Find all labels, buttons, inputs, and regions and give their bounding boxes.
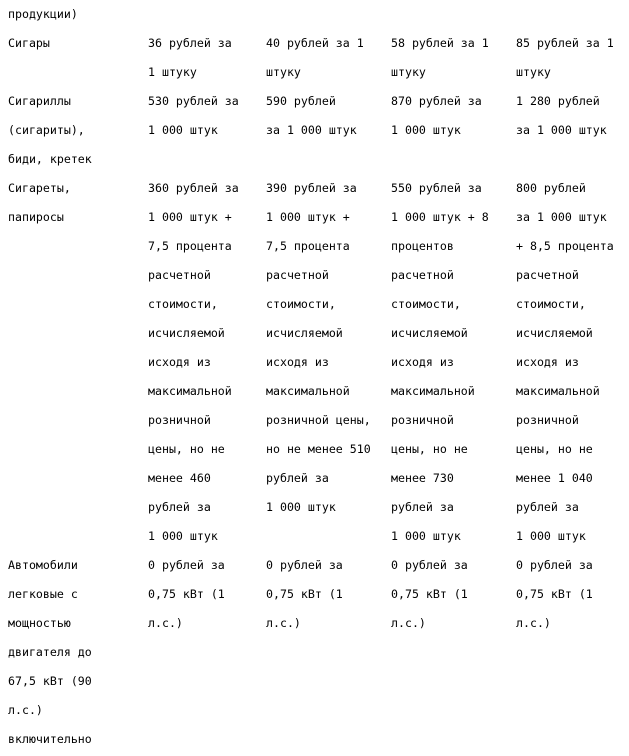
cigarettes-rate-col3: 550 рублей за 1 000 штук + 8 процентов расчетной стоимости, исчисляемой исходя из максимальной розничной цены, но не менее 730 рублей за 1 000 штук xyxy=(391,181,489,543)
cigarettes-rate-col4: 800 рублей за 1 000 штук + 8,5 процента расчетной стоимости, исчисляемой исходя из максимальной розничной цены, но не менее 1 040 рублей за 1 000 штук xyxy=(516,181,614,543)
row-item-cigars: Сигары xyxy=(8,36,50,50)
row-item-cigarettes: Сигареты, папиросы xyxy=(8,181,71,224)
cigarettes-rate-col2: 390 рублей за 1 000 штук + 7,5 процента расчетной стоимости, исчисляемой исходя из максимальной розничной цены, но не менее 510 рублей за 1 000 штук xyxy=(266,181,371,514)
cigars-rate-col1: 36 рублей за 1 штуку xyxy=(148,36,232,79)
cars-rate-col2: 0 рублей за 0,75 кВт (1 л.с.) xyxy=(266,558,343,630)
cigarillos-rate-col2: 590 рублей за 1 000 штук xyxy=(266,94,357,137)
cigarettes-rate-col1: 360 рублей за 1 000 штук + 7,5 процента расчетной стоимости, исчисляемой исходя из максимальной розничной цены, но не менее 460 рублей за 1 000 штук xyxy=(148,181,239,543)
row-item-cigarillos: Сигариллы (сигариты), биди, кретек xyxy=(8,94,92,166)
cigarillos-rate-col4: 1 280 рублей за 1 000 штук xyxy=(516,94,607,137)
continuation-text: продукции) xyxy=(8,7,78,21)
cigars-rate-col4: 85 рублей за 1 штуку xyxy=(516,36,614,79)
cigarillos-rate-col1: 530 рублей за 1 000 штук xyxy=(148,94,239,137)
cars-rate-col1: 0 рублей за 0,75 кВт (1 л.с.) xyxy=(148,558,225,630)
row-item-passenger-cars: Автомобили легковые с мощностью двигателя до 67,5 кВт (90 л.с.) включительно xyxy=(8,558,92,746)
cars-rate-col3: 0 рублей за 0,75 кВт (1 л.с.) xyxy=(391,558,468,630)
cigars-rate-col3: 58 рублей за 1 штуку xyxy=(391,36,489,79)
cars-rate-col4: 0 рублей за 0,75 кВт (1 л.с.) xyxy=(516,558,593,630)
cigars-rate-col2: 40 рублей за 1 штуку xyxy=(266,36,364,79)
cigarillos-rate-col3: 870 рублей за 1 000 штук xyxy=(391,94,482,137)
